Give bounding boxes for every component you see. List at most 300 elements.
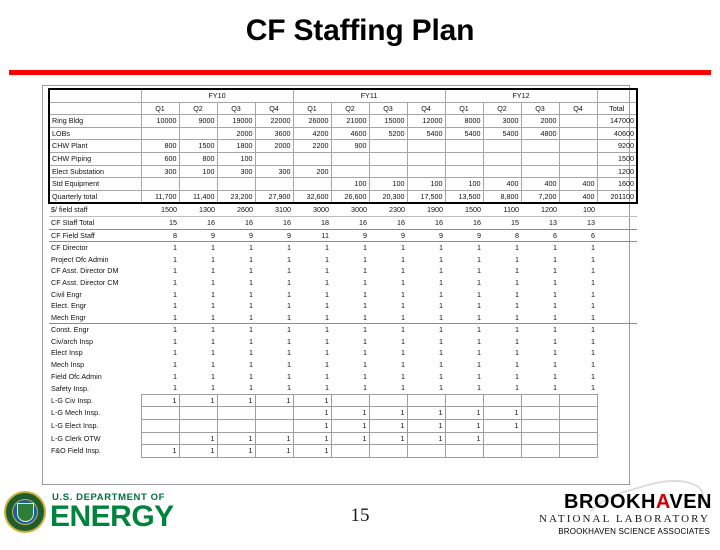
row-value: 11,700 [141,190,179,203]
row-value: 1 [559,324,597,336]
row-value: 1 [363,348,367,358]
row-value [597,289,637,301]
row-value: 1 [401,371,405,381]
row-value: 1 [363,277,367,287]
row-value: 15000 [369,115,407,128]
row-value: 17,500 [407,190,445,203]
row-value: 1 [591,301,595,311]
row-value: 1 [249,254,253,264]
row-value: 1 [141,445,179,458]
row-value: 600 [141,152,179,165]
row-value: 1 [401,266,405,276]
row-value: 1 [249,360,253,370]
column-header-Total: Total [597,102,637,115]
row-value: 1 [439,336,443,346]
table-row [49,336,637,348]
table-row [49,265,637,277]
row-value [597,216,637,229]
row-value: 6 [559,229,597,242]
row-value: 1 [553,289,557,299]
row-value: 100 [179,165,217,178]
row-value: 1 [407,324,445,336]
row-value: 1 [217,432,255,445]
row-value [521,432,559,445]
row-value: 1 [325,336,329,346]
table-row [49,216,637,229]
row-value: 1 [211,266,215,276]
row-value: 1 [477,371,481,381]
row-value [255,178,293,191]
column-header-Q2: Q2 [483,102,521,115]
row-value: 1 [179,394,217,407]
row-value [141,407,179,420]
brookhaven-logo [472,492,712,538]
row-value [217,407,255,420]
row-label: Mech Engr [51,312,86,322]
row-value [407,152,445,165]
table-row [49,140,637,153]
row-value: 2600 [217,203,255,216]
row-value: 1 [553,383,557,393]
row-value [331,445,369,458]
row-value: 1 [255,324,293,336]
row-value: 1 [325,348,329,358]
row-value: 1 [287,360,291,370]
row-value: 1 [249,383,253,393]
row-value: 1 [363,383,367,393]
row-value: 1 [287,348,291,358]
row-value: 1 [293,324,331,336]
table-row [49,127,637,140]
row-value: 1 [255,394,293,407]
row-value: 1 [369,420,407,433]
row-value: 1 [287,243,291,253]
row-value: 11 [293,229,331,242]
row-value: 16 [217,216,255,229]
row-value: 1 [173,383,177,393]
row-value: 1 [439,289,443,299]
row-value: 300 [141,165,179,178]
row-value [521,152,559,165]
row-value: 1 [439,360,443,370]
row-value: 9 [217,229,255,242]
row-value: 18 [293,216,331,229]
row-value: 1 [363,336,367,346]
row-value: 1800 [217,140,255,153]
row-value: 1 [515,371,519,381]
row-label: CHW Piping [49,152,141,165]
fy-group-blank-0 [49,89,141,102]
doe-department-label: U.S. DEPARTMENT OF [52,492,166,503]
row-value: 1 [401,301,405,311]
row-value: 1 [211,243,215,253]
row-value [597,382,637,394]
row-value: 1 [553,371,557,381]
row-value: 1500 [597,152,637,165]
row-value: 1 [287,371,291,381]
row-value [179,127,217,140]
row-value: 1 [249,348,253,358]
row-label: CF Asst. Director DM [51,266,119,276]
row-value: 21000 [331,115,369,128]
row-value: 300 [217,165,255,178]
row-label: F&O Field Insp. [51,446,101,456]
row-value: 1 [325,360,329,370]
row-value: 1 [287,254,291,264]
row-value: 1 [173,301,177,311]
brookhaven-associates: BROOKHAVEN SCIENCE ASSOCIATES [558,527,710,536]
row-value: 1 [293,394,331,407]
row-value [559,115,597,128]
row-value: 1 [325,254,329,264]
row-value: 1 [363,289,367,299]
row-value: 1 [483,420,521,433]
row-value: 1 [553,348,557,358]
row-value: 1 [401,360,405,370]
row-value: 1 [477,312,481,322]
row-value [521,445,559,458]
row-value: 1 [553,266,557,276]
row-value: 9 [445,229,483,242]
row-value: 2000 [217,127,255,140]
row-value: 1 [477,289,481,299]
row-value [597,359,637,371]
row-value: 1 [591,383,595,393]
row-value: 1 [445,324,483,336]
row-value-total [597,407,637,420]
row-value: 5400 [445,127,483,140]
row-value: 100 [407,178,445,191]
row-value: 1 [211,336,215,346]
row-value [331,394,369,407]
row-value: 8000 [445,115,483,128]
row-value: 1 [173,348,177,358]
row-value [483,165,521,178]
row-value [407,140,445,153]
row-value: 1 [483,407,521,420]
brookhaven-name-part1: BROOKH [564,491,656,513]
table-row [49,394,637,407]
row-value [369,445,407,458]
row-value: 1900 [407,203,445,216]
row-value [141,420,179,433]
row-value [445,445,483,458]
row-value: 2000 [521,115,559,128]
fy-group-FY12: FY12 [445,89,597,102]
row-value: 1 [173,289,177,299]
row-value: 1 [211,301,215,311]
row-value: 1 [287,336,291,346]
row-value: 10000 [141,115,179,128]
row-value: 1 [363,301,367,311]
row-value: 1 [331,420,369,433]
table-row [49,347,637,359]
doe-energy-label: ENERGY [50,500,174,533]
row-label: Ring Bldg [49,115,141,128]
row-value: 1 [141,324,179,336]
row-value: 1 [445,420,483,433]
row-value [559,445,597,458]
row-value: 1 [515,266,519,276]
row-value: 1 [287,383,291,393]
row-value: 1 [325,243,329,253]
table-row [49,289,637,301]
column-header-Q2: Q2 [179,102,217,115]
row-value: 6 [521,229,559,242]
row-value: 1100 [483,203,521,216]
row-value: 1 [515,360,519,370]
row-label: Safety Insp. [51,383,89,393]
row-value: 9 [179,229,217,242]
row-value: 1 [173,277,177,287]
row-value [179,178,217,191]
row-value: 1 [325,371,329,381]
row-value: 1 [173,254,177,264]
row-value: 200 [293,165,331,178]
row-value: 1 [249,266,253,276]
column-header-blank [49,102,141,115]
row-value: 1 [401,312,405,322]
column-header-Q1: Q1 [445,102,483,115]
row-value: 4600 [331,127,369,140]
row-value: 1 [287,266,291,276]
row-value [597,371,637,383]
row-value: 1 [591,254,595,264]
row-value: 1 [401,383,405,393]
row-value [597,300,637,312]
row-value: 1 [515,243,519,253]
quarterly-total-row [49,190,637,203]
row-value: 1 [591,371,595,381]
row-value: 1 [477,243,481,253]
row-value: 9 [255,229,293,242]
row-value: 1 [287,312,291,322]
row-value: 1 [515,383,519,393]
row-value: 1 [439,301,443,311]
page-number: 15 [350,505,370,526]
row-value [483,432,521,445]
row-value: 1 [401,243,405,253]
row-label: CF Asst. Director CM [51,277,119,287]
row-value: 1 [217,445,255,458]
row-value: 1 [211,312,215,322]
row-value [445,140,483,153]
row-value: 16 [407,216,445,229]
row-value: 1 [211,360,215,370]
row-label: Elect. Engr [51,301,87,311]
row-value: 1 [401,348,405,358]
row-value [521,394,559,407]
row-value: 1 [521,324,559,336]
row-label: Const. Engr [49,324,141,336]
row-value: 1 [553,277,557,287]
cf-staffing-table [48,88,638,458]
brookhaven-name-accent: A [655,491,670,513]
quarter-header-row [49,102,637,115]
row-value: 2000 [255,140,293,153]
row-value: 1 [439,266,443,276]
row-value: 400 [559,178,597,191]
row-value: 100 [369,178,407,191]
row-value: 1 [439,254,443,264]
table-row [49,312,637,324]
row-value [597,336,637,348]
row-value: 32,600 [293,190,331,203]
row-value: 1 [439,371,443,381]
row-value: 3000 [293,203,331,216]
doe-logo [4,489,189,535]
table-row [49,445,637,458]
row-value: 1 [553,336,557,346]
row-value: 40600 [597,127,637,140]
row-value [521,140,559,153]
row-value: 1 [293,432,331,445]
row-value: 100 [445,178,483,191]
table-row [49,115,637,128]
row-value [179,420,217,433]
row-label: $/ field staff [49,203,141,216]
row-value: 1 [477,360,481,370]
row-value: 1 [445,407,483,420]
row-value: 1 [591,348,595,358]
row-label: Quarterly total [49,190,141,203]
row-value [597,277,637,289]
row-value [141,127,179,140]
row-value [483,445,521,458]
column-header-Q3: Q3 [217,102,255,115]
row-value: 1 [325,289,329,299]
row-value: 13 [559,216,597,229]
row-value: 1 [591,360,595,370]
row-value [559,127,597,140]
row-value: 1 [591,277,595,287]
row-value [483,140,521,153]
row-value [293,152,331,165]
row-value: 1200 [597,165,637,178]
row-value: 1 [173,243,177,253]
row-value: 3000 [331,203,369,216]
row-value: 147000 [597,115,637,128]
row-value: 1 [401,277,405,287]
row-value: 300 [255,165,293,178]
table-row [49,407,637,420]
row-value: 1 [179,324,217,336]
row-value: 1 [591,243,595,253]
row-value [559,420,597,433]
table-row [49,371,637,383]
row-value: 1200 [521,203,559,216]
column-header-Q4: Q4 [559,102,597,115]
row-value [445,165,483,178]
row-value [217,178,255,191]
row-label: Elect Substation [49,165,141,178]
fy-group-FY10: FY10 [141,89,293,102]
table-row [49,178,637,191]
doe-shield-icon [17,503,34,522]
row-value: 1 [249,277,253,287]
row-label: LOBs [49,127,141,140]
row-value: 900 [331,140,369,153]
row-value: 9000 [179,115,217,128]
row-value: 1 [211,289,215,299]
table-row [49,254,637,266]
row-value: 1 [325,383,329,393]
row-value: 1 [439,277,443,287]
table-body [49,89,637,457]
row-value: 5400 [407,127,445,140]
row-value [521,407,559,420]
row-label: Elect Insp [51,348,83,358]
row-value [445,152,483,165]
row-value: 1 [173,371,177,381]
row-value-total [597,445,637,458]
row-value: 1 [445,432,483,445]
row-value: 1 [369,432,407,445]
row-value: 1 [293,407,331,420]
row-value: 5400 [483,127,521,140]
row-value: 16 [369,216,407,229]
row-value: 201100 [597,190,637,203]
row-value [521,420,559,433]
row-value [597,265,637,277]
row-value: 1 [331,324,369,336]
fy-group-header-row [49,89,637,102]
row-label: Std Equipment [49,178,141,191]
row-value: 1 [515,289,519,299]
column-header-Q3: Q3 [369,102,407,115]
table-row [49,152,637,165]
row-value: 3600 [255,127,293,140]
row-value: 1 [249,312,253,322]
column-header-Q4: Q4 [255,102,293,115]
column-header-Q1: Q1 [141,102,179,115]
row-value: 800 [179,152,217,165]
row-value [407,394,445,407]
row-value: 1 [439,243,443,253]
row-value: 27,900 [255,190,293,203]
row-value: 1 [515,301,519,311]
cf-field-staff-row [49,229,637,242]
row-value: 1 [179,432,217,445]
row-value: 4200 [293,127,331,140]
row-label: L-G Clerk OTW [51,433,101,443]
row-value: 1 [249,301,253,311]
row-value [597,347,637,359]
row-value: 1 [369,407,407,420]
row-value: 7,200 [521,190,559,203]
row-value [597,324,637,336]
row-value [521,165,559,178]
row-value: 12000 [407,115,445,128]
row-value: 1 [325,266,329,276]
row-value: 1 [293,445,331,458]
row-value: 1 [331,407,369,420]
title-divider-rule [9,70,711,75]
row-value: 1 [363,360,367,370]
row-value: 15 [141,216,179,229]
row-value [255,407,293,420]
row-value: 1 [439,312,443,322]
row-value: 1 [407,432,445,445]
row-value: 1 [293,420,331,433]
row-value: 16 [255,216,293,229]
table-row [49,359,637,371]
row-value [597,229,637,242]
row-value: 15 [483,216,521,229]
row-value [141,432,179,445]
row-value: 11,400 [179,190,217,203]
column-header-Q2: Q2 [331,102,369,115]
